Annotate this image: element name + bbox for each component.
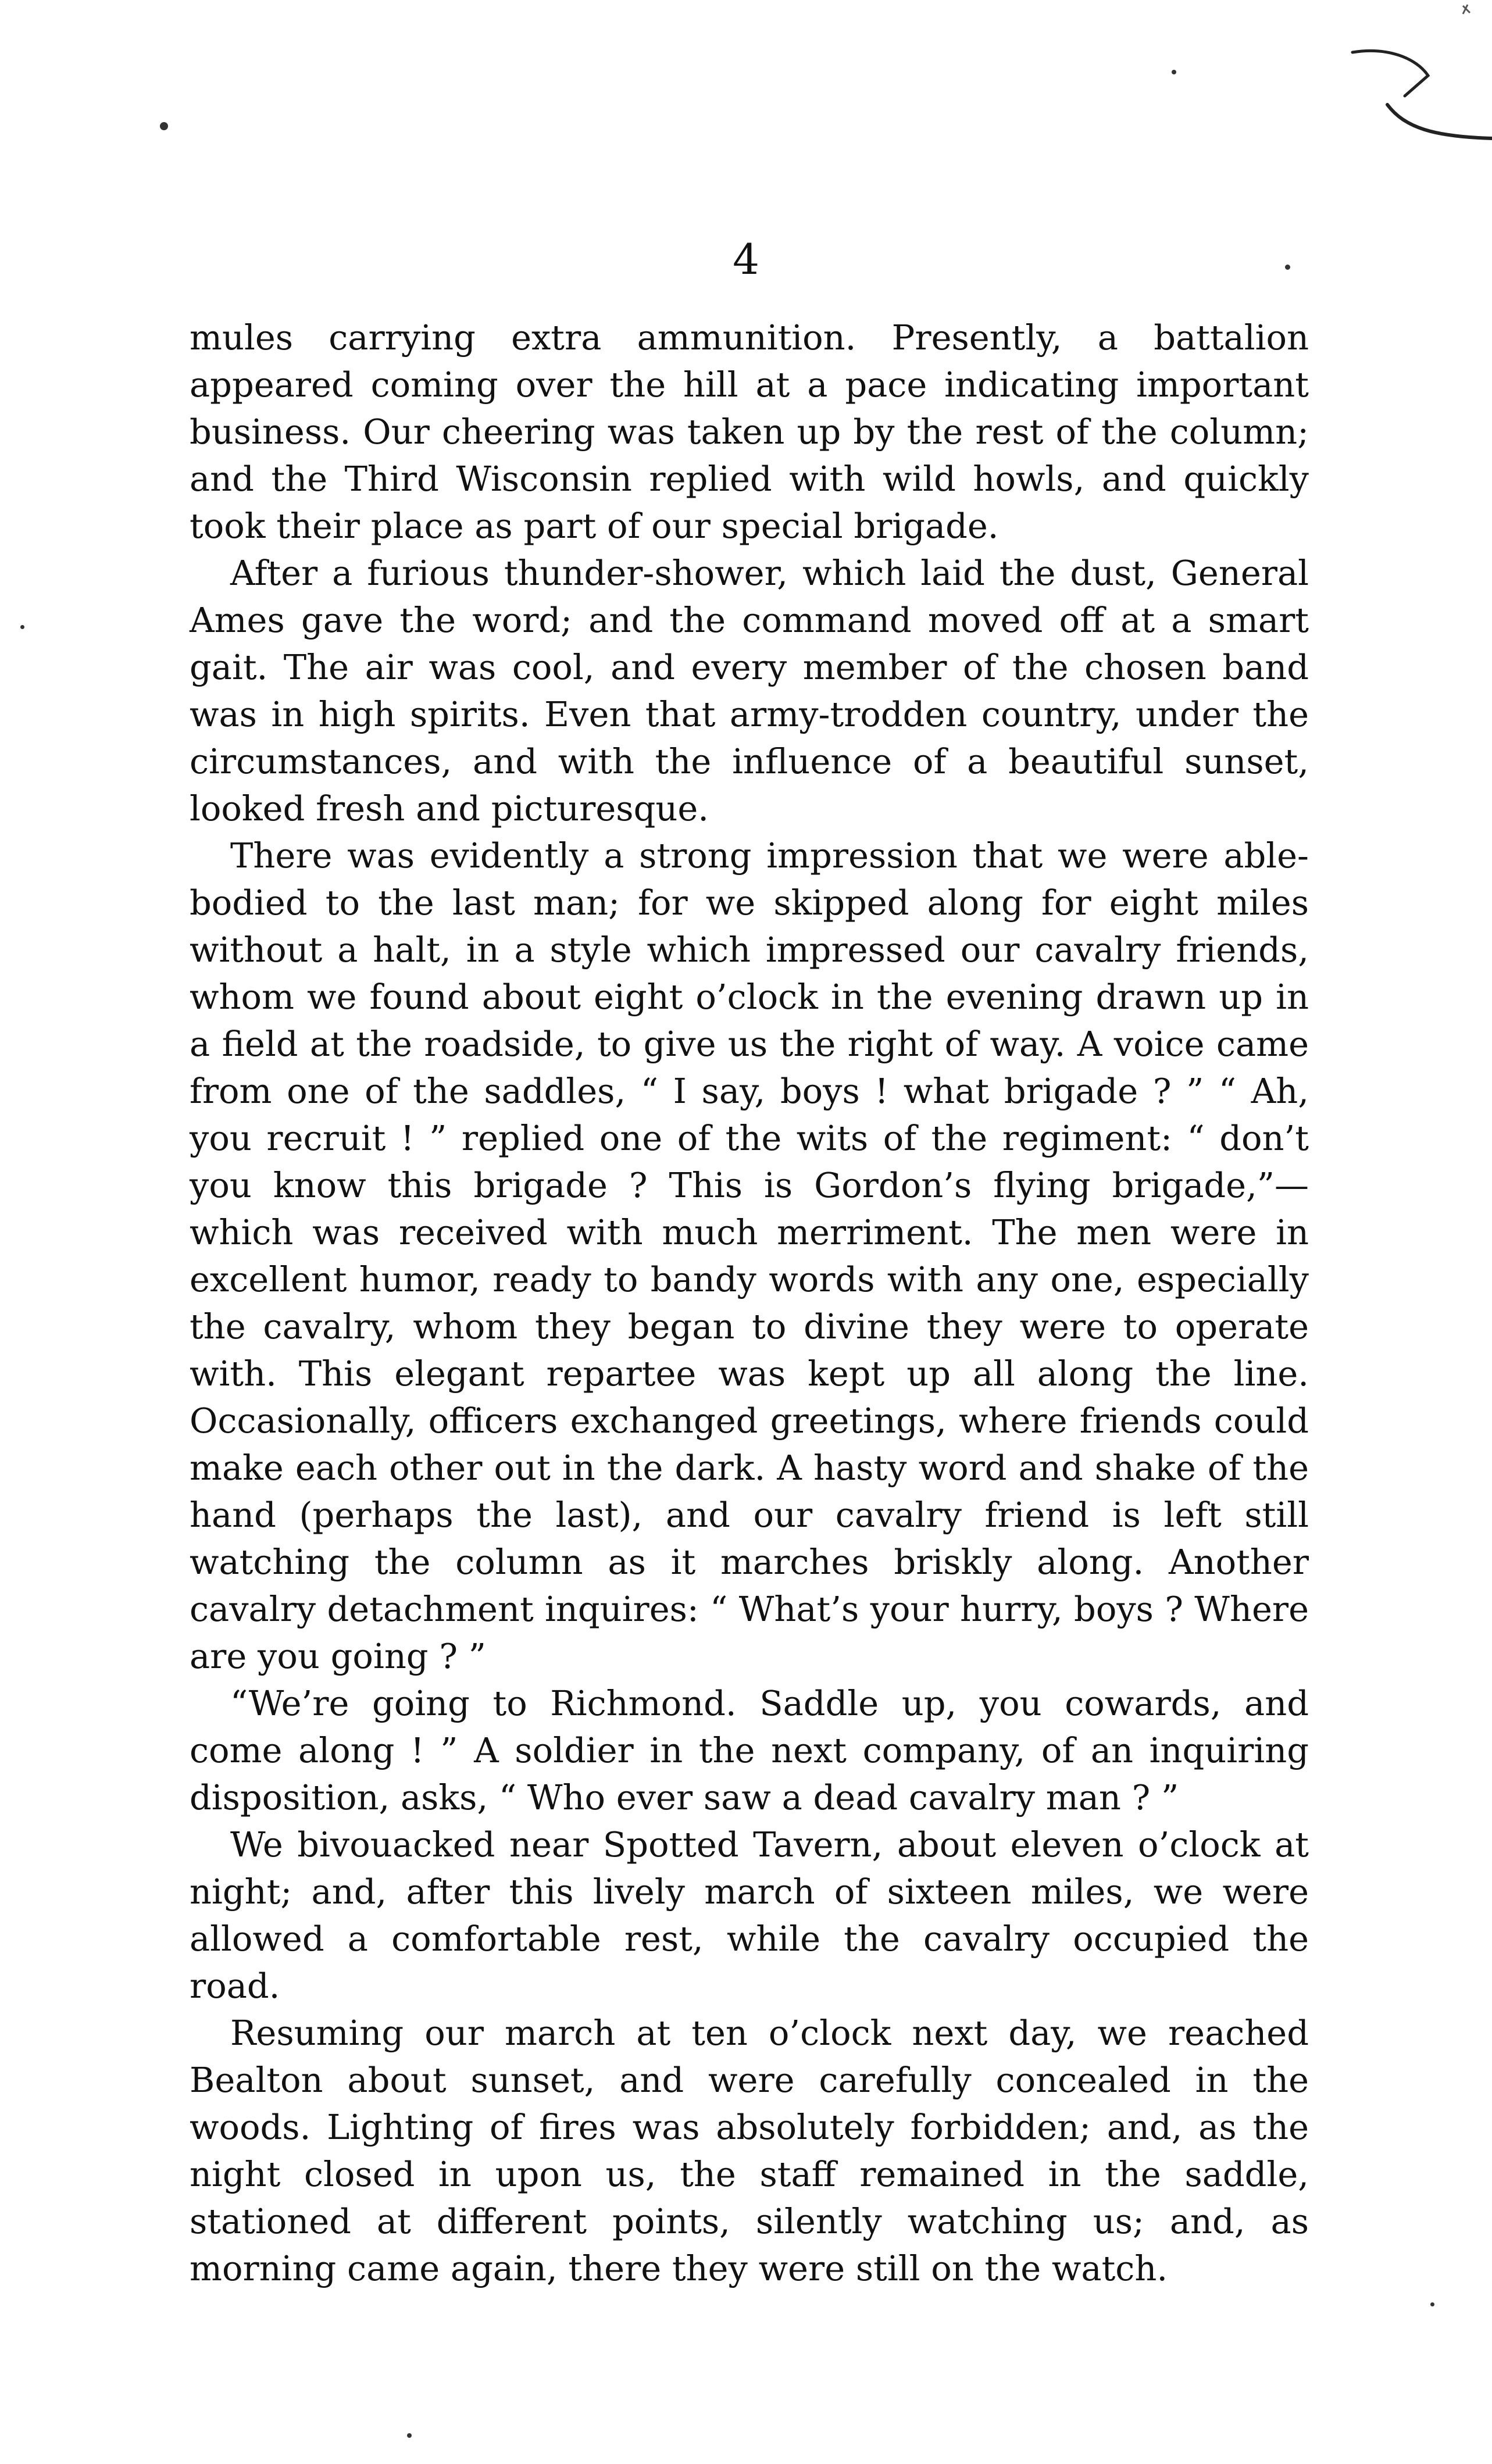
scan-speck bbox=[1430, 2302, 1434, 2306]
paragraph: mules carrying extra ammunition. Presently, a battalion appeared coming over the hill at a pace indicating important business. Our cheering was taken up by the rest of the column; and the Third Wisconsin replied with wild howls, and quickly took their place as part of our special brigade. bbox=[190, 317, 1309, 546]
scan-speck bbox=[160, 122, 168, 130]
body-text bbox=[190, 314, 1309, 2292]
paragraph: “We’re going to Richmond. Saddle up, you cowards, and come along ! ” A soldier in the next company, of an inquiring disposition, asks, “ Who ever saw a dead cavalry man ? ” bbox=[190, 1683, 1309, 1817]
scan-corner-mark bbox=[1318, 0, 1492, 174]
page-number: 4 bbox=[733, 235, 759, 284]
paragraph: Resuming our march at ten o’clock next day, we reached Bealton about sunset, and were carefully concealed in the woods. Lighting of fires was absolutely forbidden; and, as the night closed in upon us, the staff remained in the saddle, stationed at different points, silently watching us; and, as morning came again, there they were still on the watch. bbox=[190, 2013, 1309, 2288]
paragraph: We bivouacked near Spotted Tavern, about eleven o’clock at night; and, after this lively march of sixteen miles, we were allowed a comfortable rest, while the cavalry occupied the road. bbox=[190, 1824, 1309, 2006]
scan-speck bbox=[407, 2433, 412, 2438]
scan-speck bbox=[20, 625, 24, 629]
scan-speck bbox=[1172, 70, 1176, 74]
paragraph: There was evidently a strong impression that we were able-bodied to the last man; for we skipped along for eight miles without a halt, in a style which impressed our cavalry friends, whom we found about eight o’clock in the evening drawn up in a field at the roadside, to give us the right of way. A voice came from one of the saddles, “ I say, boys ! what brigade ? ” “ Ah, you recruit ! ” replied one of the wits of the regiment: “ don’t you know this brigade ? This is Gordon’s flying brigade,”— which was received with much merriment. The men were in excellent humor, ready to bandy words with any one, especially the cavalry, whom they began to divine they were to operate with. This elegant repartee was kept up all along the line. Occasionally, officers exchanged greetings, where friends could make each other out in the dark. A hasty word and shake of the hand (perhaps the last), and our cavalry friend is left still watching the column as it marches briskly along. Another cavalry detachment inquires: “ What’s your hurry, boys ? Where are you going ? ” bbox=[190, 835, 1309, 1676]
paragraph: After a furious thunder-shower, which laid the dust, General Ames gave the word; and the command moved off at a smart gait. The air was cool, and every member of the chosen band was in high spirits. Even that army-trodden country, under the circumstances, and with the influence of a beautiful sunset, looked fresh and picturesque. bbox=[190, 553, 1309, 829]
